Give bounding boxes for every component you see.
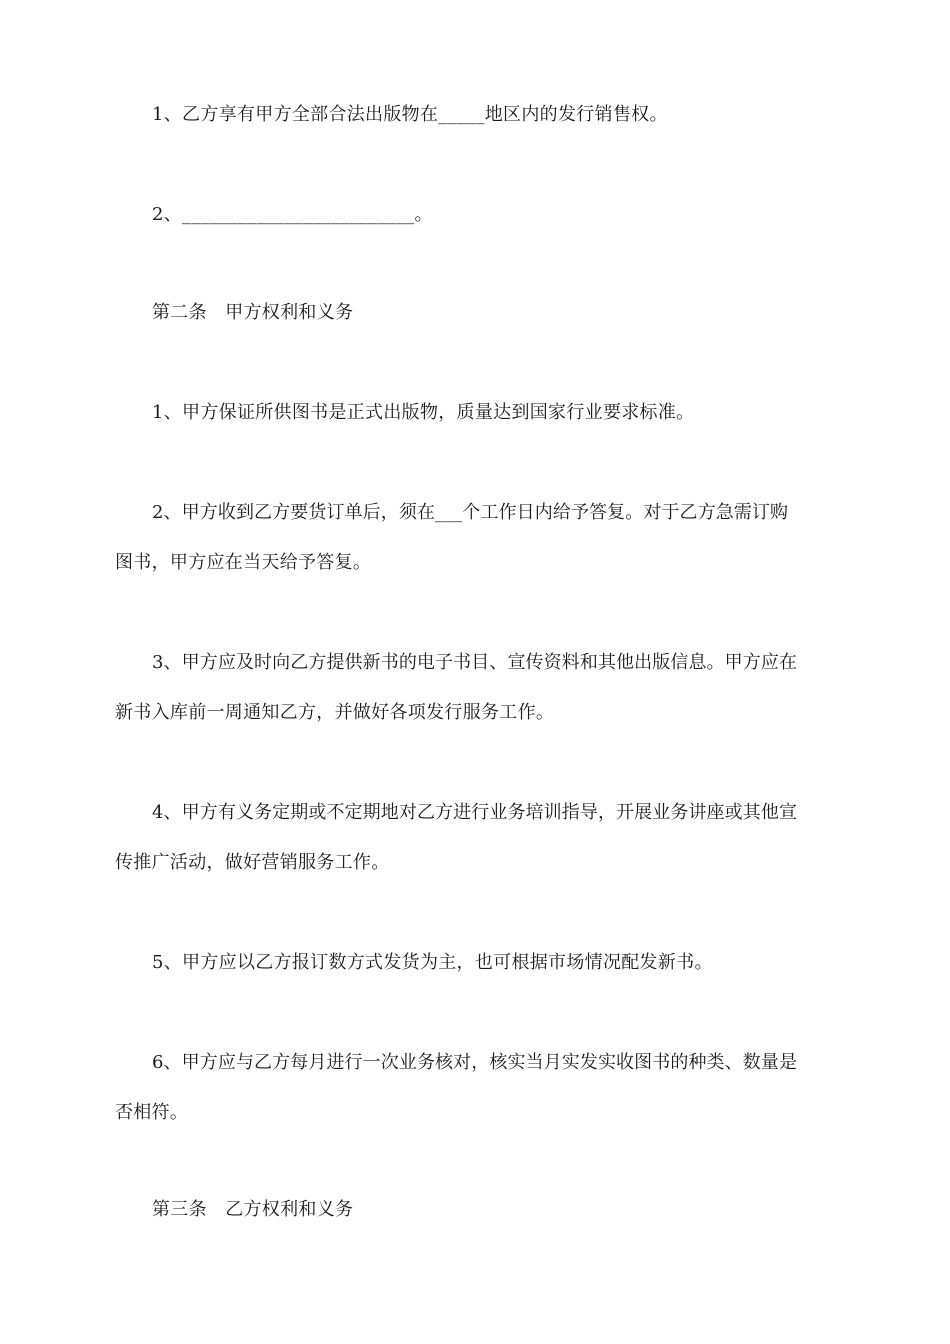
- section2-item-4-line-2: 传推广活动，做好营销服务工作。: [115, 852, 390, 873]
- section2-item-3-line-1: 3、甲方应及时向乙方提供新书的电子书目、宣传资料和其他出版信息。甲方应在: [152, 652, 798, 673]
- section2-item-3-line-2: 新书入库前一周通知乙方，并做好各项发行服务工作。: [115, 702, 555, 723]
- section2-item-2-line-2: 图书，甲方应在当天给予答复。: [115, 552, 372, 573]
- section2-item-4-line-1: 4、甲方有义务定期或不定期地对乙方进行业务培训指导，开展业务讲座或其他宣: [152, 802, 798, 823]
- section2-item-5: 5、甲方应以乙方报订数方式发货为主，也可根据市场情况配发新书。: [152, 952, 713, 973]
- section2-item-6-line-1: 6、甲方应与乙方每月进行一次业务核对，核实当月实发实收图书的种类、数量是: [152, 1052, 798, 1073]
- section2-item-6-line-2: 否相符。: [115, 1102, 189, 1123]
- section-heading-3: 第三条 乙方权利和义务: [152, 1199, 354, 1220]
- section-heading-2: 第二条 甲方权利和义务: [152, 302, 354, 323]
- clause-item-2: 2、_________________________。: [152, 204, 433, 225]
- section2-item-1: 1、甲方保证所供图书是正式出版物，质量达到国家行业要求标准。: [152, 402, 695, 423]
- clause-item-1: 1、乙方享有甲方全部合法出版物在_____地区内的发行销售权。: [152, 104, 668, 125]
- section2-item-2-line-1: 2、甲方收到乙方要货订单后，须在___个工作日内给予答复。对于乙方急需订购: [152, 502, 789, 523]
